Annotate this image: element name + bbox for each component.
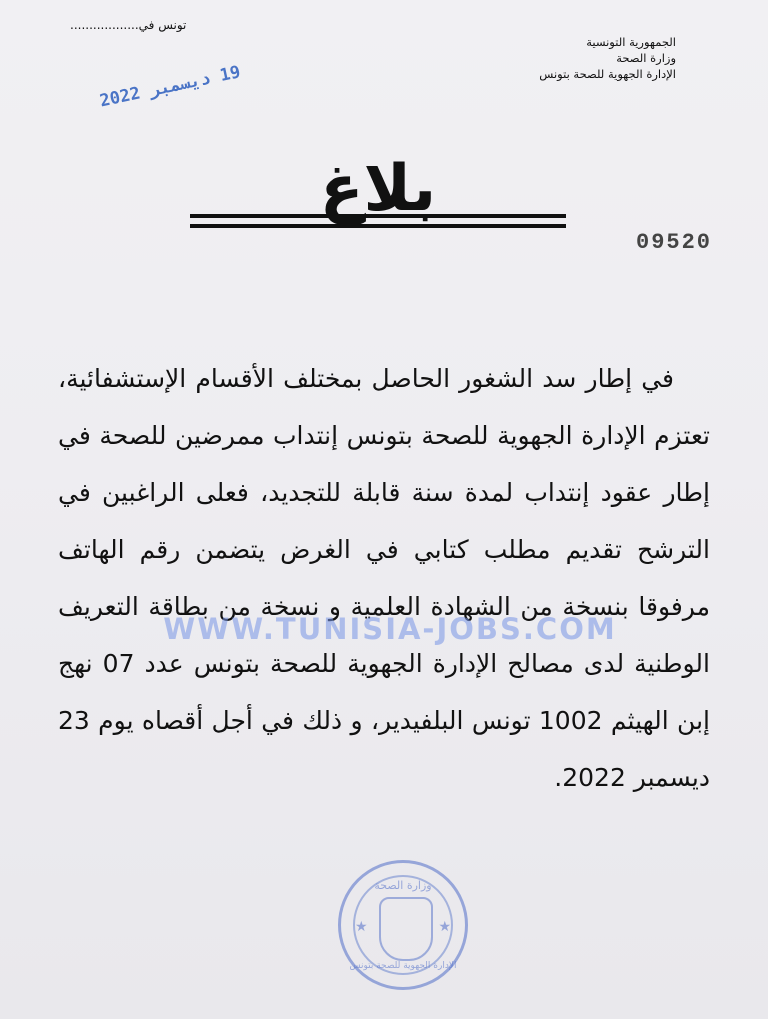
seal-text-top: وزارة الصحة bbox=[374, 879, 432, 892]
letterhead-republic: الجمهورية التونسية bbox=[586, 35, 676, 49]
seal-text-bottom: الإدارة الجهوية للصحة بتونس bbox=[349, 961, 457, 971]
star-icon: ★ bbox=[355, 919, 368, 935]
date-stamp: 19 ديسمبر 2022 bbox=[98, 62, 243, 112]
title-block bbox=[186, 150, 570, 240]
reference-number: 09520 bbox=[636, 230, 713, 255]
star-icon: ★ bbox=[438, 919, 451, 935]
watermark: WWW.TUNISIA-JOBS.COM bbox=[163, 612, 617, 646]
page-title: بلاغ bbox=[319, 152, 437, 226]
official-seal bbox=[338, 860, 468, 990]
announcement-body bbox=[58, 350, 710, 806]
city-date-line: تونس في.................. bbox=[70, 18, 187, 32]
letterhead bbox=[539, 34, 676, 82]
announcement-paragraph: في إطار سد الشغور الحاصل بمختلف الأقسام الإستشفائية، تعتزم الإدارة الجهوية للصحة بتونس إنتداب ممرضين للصحة في إطار عقود إنتداب لمدة سنة قابلة للتجديد، فعلى الراغبين في الترشح تقديم مطلب كتابي في الغرض يتضمن رقم الهاتف مرفوقا بنسخة من الشهادة العلمية و نسخة من بطاقة التعريف الوطنية لدى مصالح الإدارة الجهوية للصحة بتونس عدد 07 نهج إبن الهيثم 1002 تونس البلفيدير، و ذلك في أجل أقصاه يوم 23 ديسمبر 2022. bbox=[58, 364, 710, 792]
letterhead-ministry: وزارة الصحة bbox=[616, 51, 676, 65]
letterhead-regional-directorate: الإدارة الجهوية للصحة بتونس bbox=[539, 67, 676, 81]
tunisia-coat-of-arms-icon bbox=[379, 897, 433, 961]
